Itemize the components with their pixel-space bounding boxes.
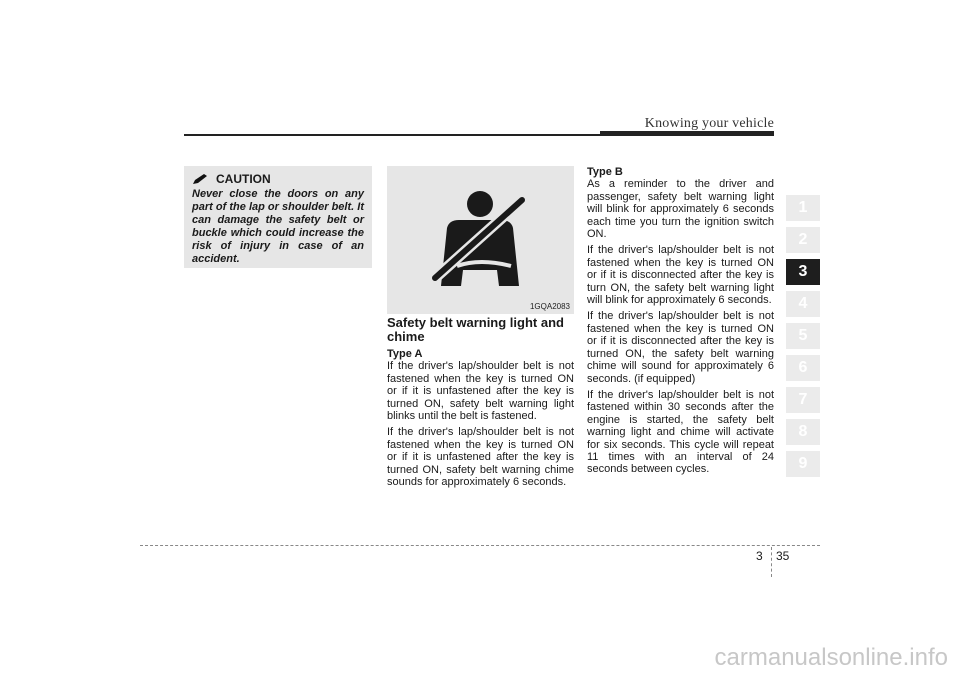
type-b-paragraph-2: If the driver's lap/shoulder belt is not fastened when the key is turned ON or if it is disconnected after the key is turn ON, the safety belt warning light will blink for approximately 6 seconds. [587,244,774,307]
chapter-tab-7[interactable]: 7 [786,387,820,413]
type-b-paragraph-1: As a reminder to the driver and passenger, safety belt warning light will blink for approximately 6 seconds each time you turn the ignition switch ON. [587,178,774,241]
figure-code: 1GQA2083 [529,302,570,311]
chapter-tab-1[interactable]: 1 [786,195,820,221]
seatbelt-icon [387,166,574,314]
header-rule-accent [600,131,774,135]
pencil-icon [192,173,210,185]
section-column-left [387,316,574,492]
watermark-text: carmanualsonline.info [714,644,948,671]
caution-heading-text: CAUTION [216,172,271,186]
footer-divider [771,547,772,577]
type-b-paragraph-4: If the driver's lap/shoulder belt is not fastened within 30 seconds after the engine is started, the safety belt warning light and chime will activate for six seconds. This cycle will repeat 11 times with an interval of 24 seconds between cycles. [587,388,774,476]
type-b-label: Type B [587,166,623,178]
chapter-tab-6[interactable]: 6 [786,355,820,381]
type-a-paragraph-2: If the driver's lap/shoulder belt is not fastened when the key is turned ON or if it is unfastened after the key is turned ON, safety belt warning chime sounds for approximately 6 seconds. [387,426,574,489]
page-header-title: Knowing your vehicle [644,116,774,131]
chapter-tabs [786,195,820,483]
chapter-tab-8[interactable]: 8 [786,419,820,445]
type-a-paragraph-1: If the driver's lap/shoulder belt is not fastened when the key is turned ON or if it is unfastened after the key is turned ON, safety belt warning light blinks until the belt is fastened. [387,360,574,423]
caution-text: Never close the doors on any part of the lap or shoulder belt. It can damage the safety belt or buckle which could increase the risk of injury in case of an accident. [192,188,364,265]
section-title: Safety belt warning light and chime [387,315,564,344]
chapter-tab-3[interactable]: 3 [786,259,820,285]
footer-page-number: 35 [776,549,790,563]
chapter-tab-2[interactable]: 2 [786,227,820,253]
chapter-tab-5[interactable]: 5 [786,323,820,349]
seatbelt-figure [387,166,574,314]
type-b-paragraph-3: If the driver's lap/shoulder belt is not fastened when the key is turned ON or if it is disconnected after the key is turned ON, the safety belt warning chime will sound for approximately 6 seconds. (if equipped) [587,310,774,385]
footer-rule [140,545,820,546]
chapter-tab-4[interactable]: 4 [786,291,820,317]
caution-heading [192,172,364,186]
type-a-label: Type A [387,348,423,360]
caution-box [184,166,372,268]
footer-chapter-number: 3 [756,549,763,563]
chapter-tab-9[interactable]: 9 [786,451,820,477]
section-column-right [587,166,774,480]
